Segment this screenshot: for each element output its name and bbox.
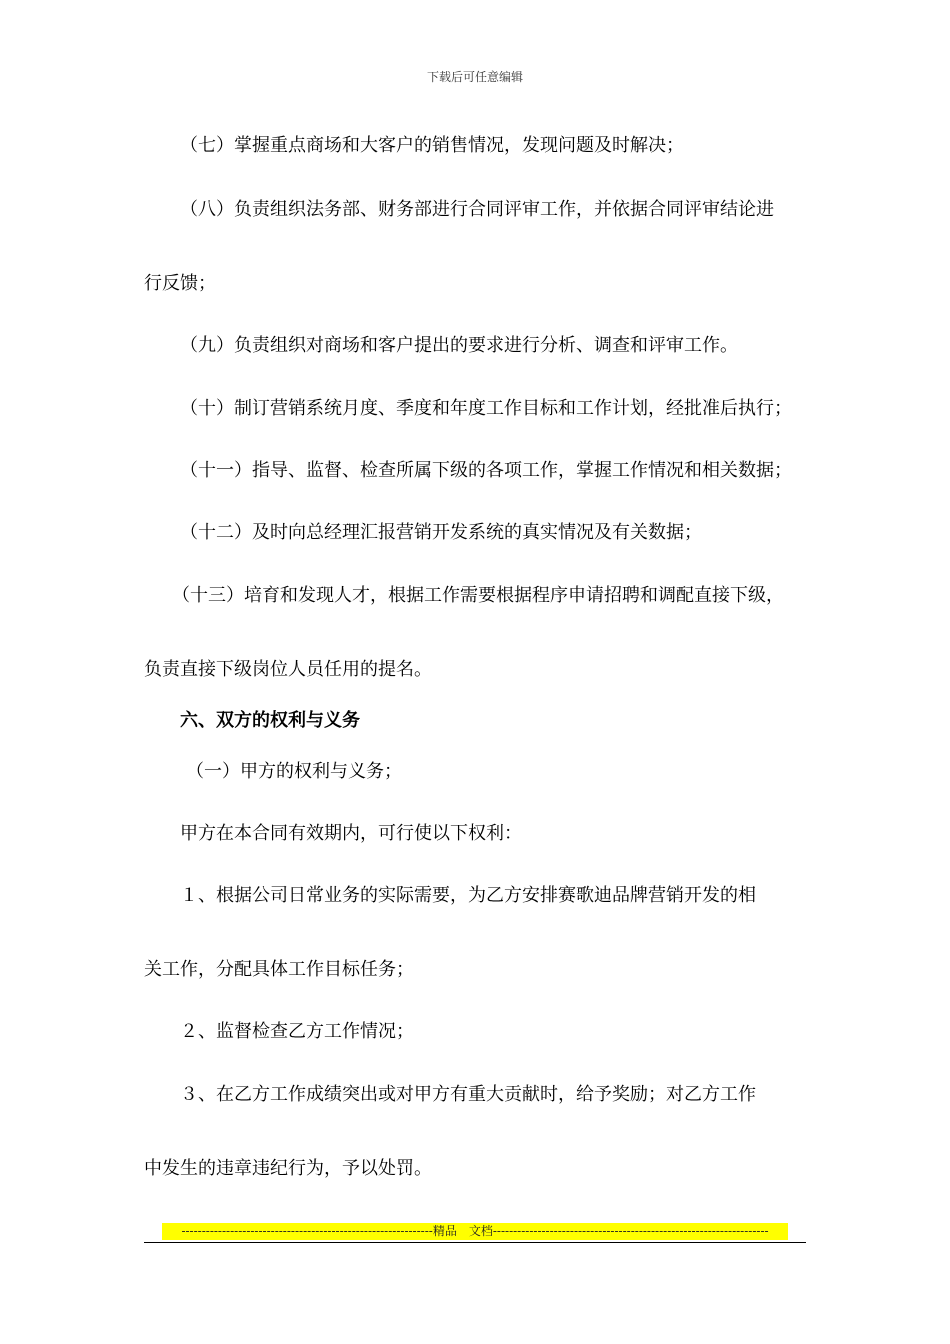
footer-label: 精品 文档 [432,1224,493,1238]
right-1: １、根据公司日常业务的实际需要，为乙方安排赛歌迪品牌营销开发的相 [180,885,756,906]
page-header: 下载后可任意编辑 [426,70,523,84]
right-3: ３、在乙方工作成绩突出或对甲方有重大贡献时，给予奖励；对乙方工作 [180,1084,756,1105]
item-12: （十二）及时向总经理汇报营销开发系统的真实情况及有关数据； [180,522,702,543]
item-10: （十）制订营销系统月度、季度和年度工作目标和工作计划，经批准后执行； [180,398,792,419]
footer-dashes-left: -------------------------------------------------------------- [181,1224,433,1238]
subsection-heading: （一）甲方的权利与义务； [186,761,402,782]
item-11: （十一）指导、监督、检查所属下级的各项工作，掌握工作情况和相关数据； [180,460,792,481]
footer-rule [144,1242,806,1243]
right-1-continued: 关工作，分配具体工作目标任务； [144,959,414,980]
right-3-continued: 中发生的违章违纪行为，予以处罚。 [144,1158,432,1179]
item-9: （九）负责组织对商场和客户提出的要求进行分析、调查和评审工作。 [180,335,738,356]
section-heading: 六、双方的权利与义务 [180,710,360,731]
footer-dashes-right: -------------------------------------------------------------------- [492,1224,769,1238]
right-2: ２、监督检查乙方工作情况； [180,1021,414,1042]
item-8-continued: 行反馈； [144,273,216,294]
item-13-continued: 负责直接下级岗位人员任用的提名。 [144,659,432,680]
footer-band [162,1223,788,1240]
item-8: （八）负责组织法务部、财务部进行合同评审工作，并依据合同评审结论进 [180,199,774,220]
item-13: （十三）培育和发现人才，根据工作需要根据程序申请招聘和调配直接下级， [172,585,784,606]
paragraph-intro: 甲方在本合同有效期内，可行使以下权利： [180,823,522,844]
item-7: （七）掌握重点商场和大客户的销售情况，发现问题及时解决； [180,135,684,156]
